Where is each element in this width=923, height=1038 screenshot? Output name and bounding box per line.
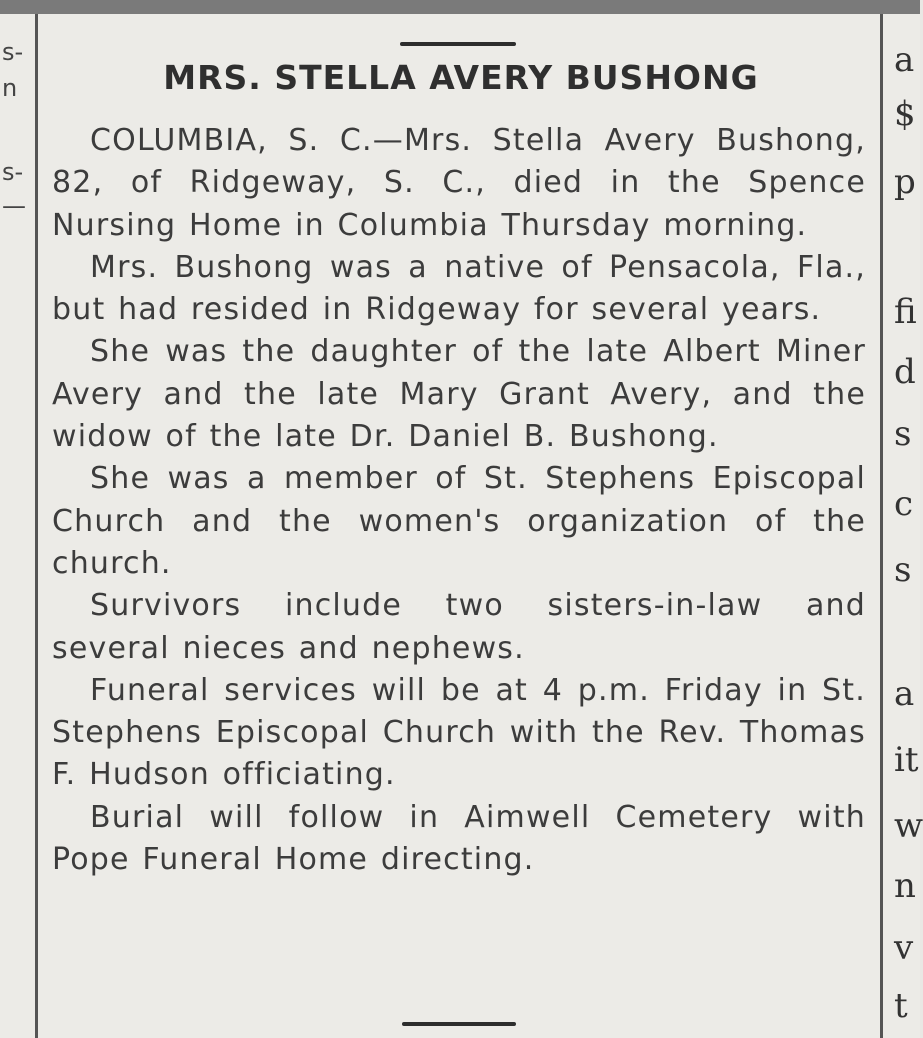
paragraph-death-notice: COLUMBIA, S. C.—Mrs. Stella Avery Bushong, 82, of Ridgeway, S. C., died in the Spence Nursing Home in Columbia Thursday morning. [52,123,866,243]
right-fragment: d [894,352,916,392]
paragraph-survivors: Survivors include two sisters-in-law and several nieces and nephews. [52,588,866,666]
left-fragment: n [2,74,18,102]
left-fragment: — [2,192,26,220]
right-fragment: n [894,866,916,906]
right-fragment: $ [894,94,916,134]
right-fragment: a [894,674,915,714]
paragraph-residence: Mrs. Bushong was a native of Pensacola, Fla., but had resided in Ridgeway for several years. [52,249,866,328]
paragraph-church: She was a member of St. Stephens Episcopal Church and the women's organization of the church. [52,461,866,581]
paragraph-funeral: Funeral services will be at 4 p.m. Friday in St. Stephens Episcopal Church with the Rev. Thomas F. Hudson officiating. [52,672,866,793]
right-fragment: w [894,806,923,846]
paragraph-family: She was the daughter of the late Albert Miner Avery and the late Mary Grant Avery, and the widow of the late Dr. Daniel B. Bushong. [52,334,866,455]
right-fragment: v [894,928,914,968]
obituary-headline: MRS. STELLA AVERY BUSHONG [163,58,759,97]
top-border-bar [0,0,920,14]
right-fragment: fi [894,292,917,332]
top-separator-dash [400,42,516,46]
right-fragment: s [894,550,912,590]
right-fragment: p [894,162,916,202]
right-fragment: a [894,40,915,80]
left-fragment: s- [2,158,24,186]
right-fragment: c [894,484,914,524]
left-column-rule [35,14,38,1038]
left-fragment: s- [2,38,24,66]
right-fragment: t [894,986,908,1026]
right-fragment: s [894,414,912,454]
right-column-rule [880,14,883,1038]
paragraph-burial: Burial will follow in Aimwell Cemetery with Pope Funeral Home directing. [52,799,866,878]
bottom-separator-dash [402,1022,516,1026]
right-fragment: it [894,740,919,780]
obituary-body [52,120,866,881]
